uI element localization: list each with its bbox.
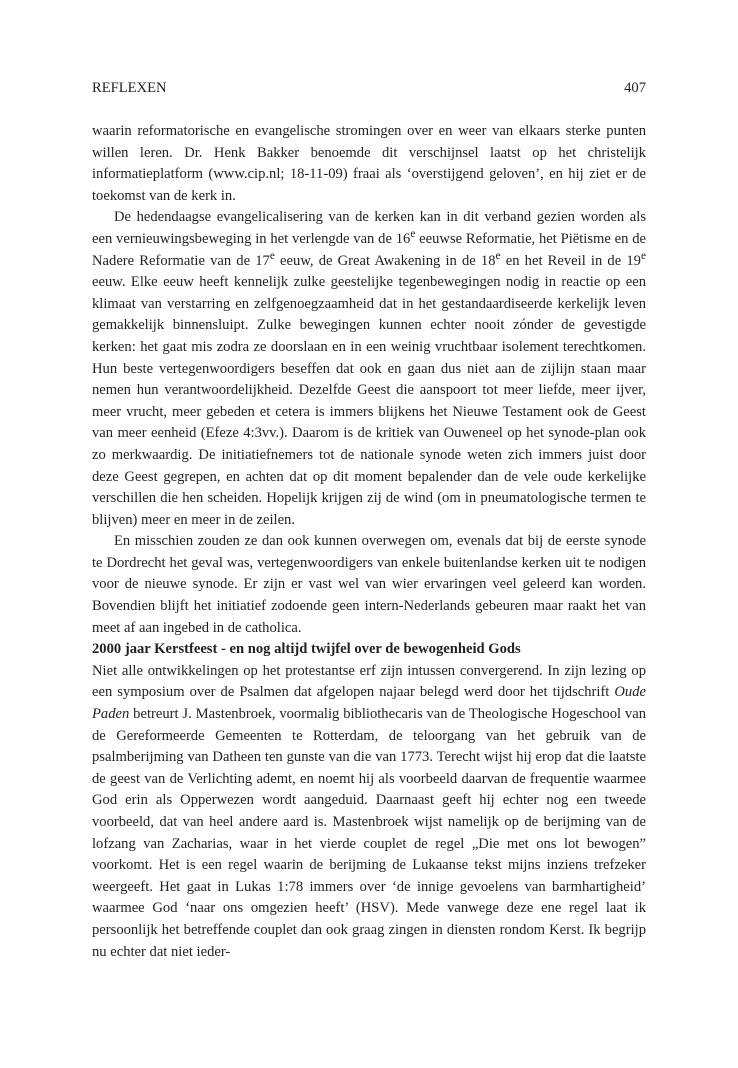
page-number: 407 bbox=[624, 80, 646, 96]
superscript-e: e bbox=[269, 249, 275, 262]
paragraph-2 bbox=[92, 207, 646, 531]
superscript-e: e bbox=[495, 249, 501, 262]
superscript-e: e bbox=[410, 227, 416, 240]
paragraph-2-text-5: eeuw. Elke eeuw heeft kennelijk zulke geestelijke tegenbewegingen nodig in reactie op een klimaat van verstarring en zelfgenoegzaamheid dat in het gestandaardiseerde kerkelijk leven gemakkelijk binnensluipt. Zulke bewegingen kunnen echter nooit zónder de gevestigde kerken: het gaat mis zodra ze doorslaan en in een weinig vruchtbaar isolement terechtkomen. Hun beste vertegenwoordigers beseffen dat ook en gaan dus niet aan de zijlijn staan maar nemen hun verantwoordelijkheid. Dezelfde Geest die aanspoort tot meer liefde, meer ijver, meer vrucht, meer gebeden et cetera is immers blijkens het Nieuwe Testament ook de Geest van meer eenheid (Efeze 4:3vv.). Daarom is de kritiek van Ouweneel op het synode-plan ook zo merkwaardig. De initiatiefnemers tot de nationale synode weten zich immers juist door deze Geest gegrepen, en achten dat op dit moment bepalender dan de vele oude kerkelijke verschillen die hen scheiden. Hopelijk krijgen zij de wind (om in pneumatologische termen te blijven) meer en meer in de zeilen. bbox=[92, 274, 646, 528]
body-text bbox=[92, 121, 646, 963]
section-heading: 2000 jaar Kerstfeest - en nog altijd twijfel over de bewogenheid Gods bbox=[92, 641, 521, 658]
paragraph-4 bbox=[92, 661, 646, 963]
paragraph-2-text-4: en het Reveil in de 19 bbox=[500, 252, 641, 269]
paragraph-2-text-3: eeuw, de Great Awakening in de 18 bbox=[274, 252, 496, 269]
running-title: REFLEXEN bbox=[92, 80, 167, 96]
paragraph-2-text-2: eeuwse Reformatie, het Piëtisme en de Nadere Reformatie van de 17 bbox=[92, 230, 646, 269]
paragraph-3: En misschien zouden ze dan ook kunnen overwegen om, evenals dat bij de eerste synode te Dordrecht het geval was, vertegenwoordigers van enkele buitenlandse kerken uit te nodigen voor de nieuwe synode. Er zijn er vast wel van wier ervaringen veel geleerd kan worden. Bovendien blijft het initiatief zodoende geen intern-Nederlands gebeuren maar raakt het van meet af aan ingebed in de catholica. bbox=[92, 533, 646, 636]
paragraph-1: waarin reformatorische en evangelische stromingen over en weer van elkaars sterke punten willen leren. Dr. Henk Bakker benoemde dit verschijnsel laatst op het christelijk informatieplatform (www.cip.nl; 18-11-09) fraai als ‘overstijgend geloven’, en hij ziet er de toekomst van de kerk in. bbox=[92, 123, 646, 204]
running-head bbox=[92, 78, 646, 98]
paragraph-4-text-2: betreurt J. Mastenbroek, voormalig bibliothecaris van de Theologische Hogeschool van de Gereformeerde Gemeenten te Rotterdam, de teloorgang van het gebruik van de psalmberijming van Datheen ten gunste van die van 1773. Terecht wijst hij erop dat die laatste de geest van de Verlichting ademt, en noemt hij als voorbeeld daarvan de frequentie waarmee God erin als Opperwezen wordt aangeduid. Daarnaast geeft hij echter nog een tweede voorbeeld, dat van heel andere aard is. Mastenbroek wijst namelijk op de berijming van de lofzang van Zacharias, waar in het vierde couplet de regel „Die met ons lot bewogen” voorkomt. Het is een regel waarin de berijming de Lukaanse tekst mijns inziens trefzeker weergeeft. Het gaat in Lukas 1:78 immers over ‘de innige gevoelens van barmhartigheid’ waarmee God ‘naar ons omgezien heeft’ (HSV). Mede vanwege deze ene regel laat ik persoonlijk het betreffende couplet dan ook graag zingen in diensten rondom Kerst. Ik begrijp nu echter dat niet ieder- bbox=[92, 706, 646, 960]
paragraph-4-text-1: Niet alle ontwikkelingen op het protestantse erf zijn intussen convergerend. In zijn lezing op een symposium over de Psalmen dat afgelopen najaar belegd werd door het tijdschrift bbox=[92, 662, 646, 701]
journal-title: Oude Paden bbox=[92, 684, 646, 723]
superscript-e: e bbox=[640, 249, 647, 262]
paragraph-2-text-1: De hedendaagse evangelicalisering van de kerken kan in dit verband gezien worden als een vernieuwingsbeweging in het verlengde van de 16 bbox=[92, 209, 646, 247]
